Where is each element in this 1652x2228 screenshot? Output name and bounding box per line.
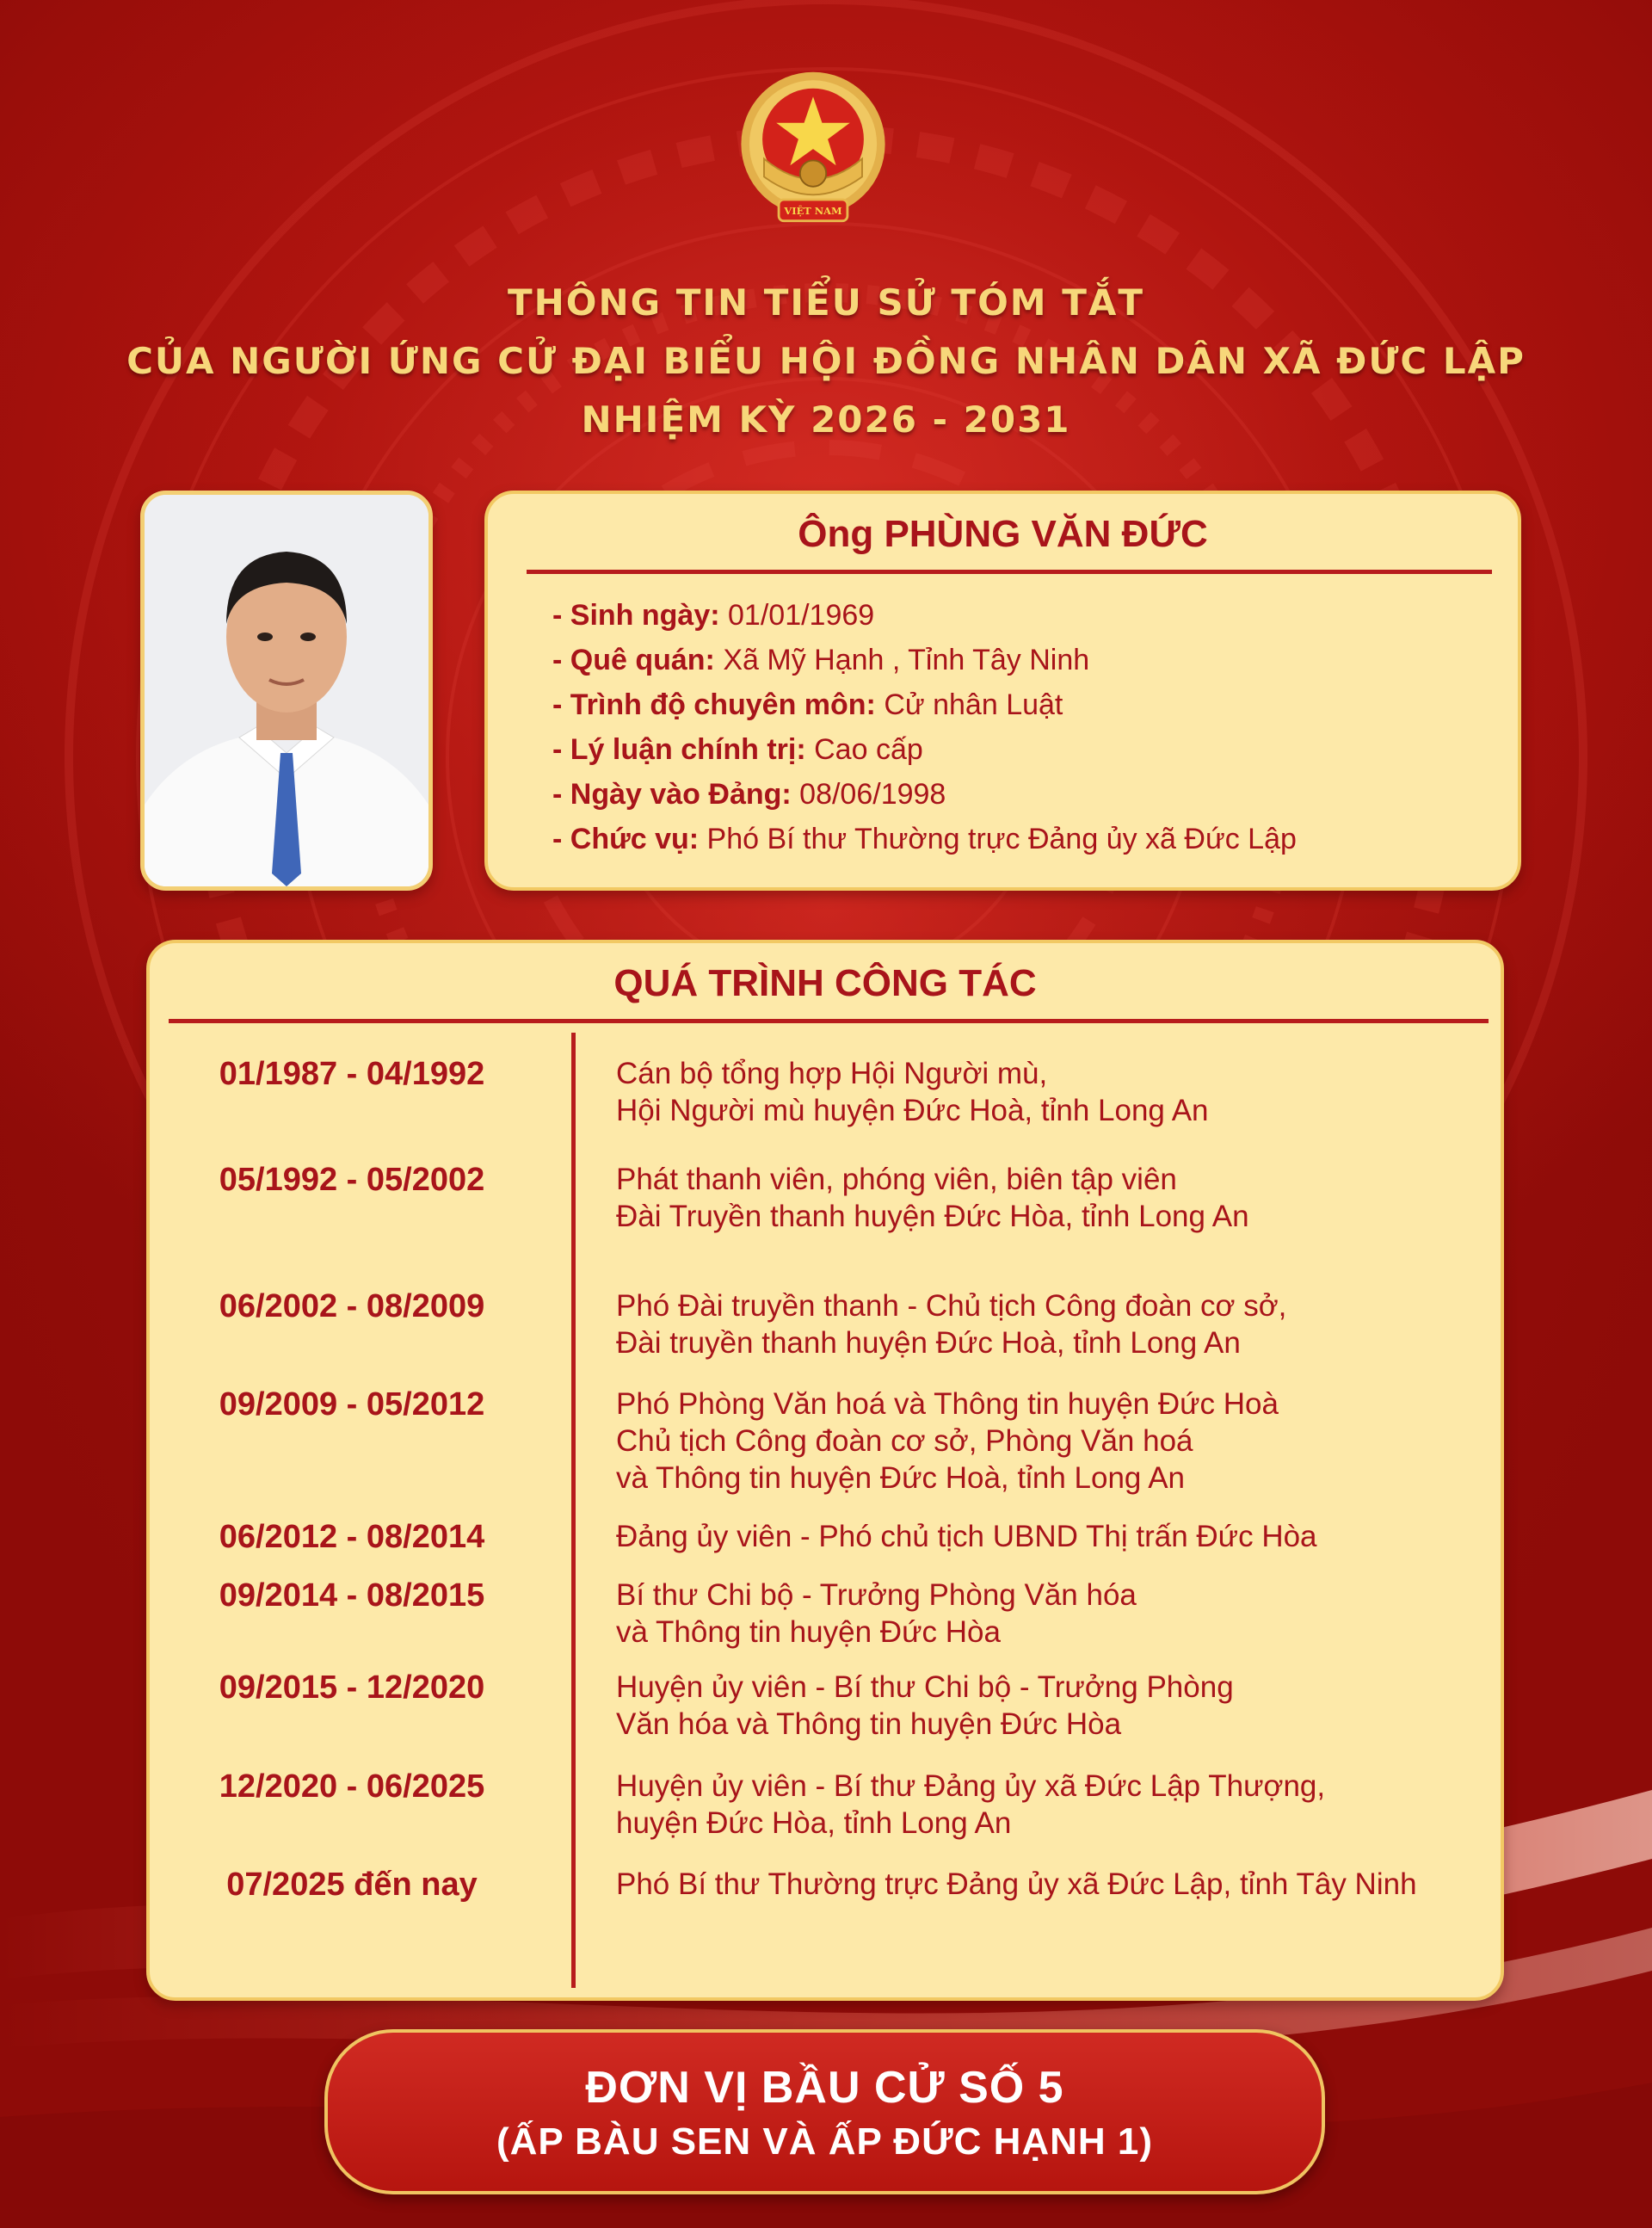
portrait-image <box>145 495 428 886</box>
detail-party-join-date <box>552 772 1518 817</box>
entry-line: Đài truyền thanh huyện Đức Hoà, tỉnh Long An <box>616 1326 1241 1360</box>
entry-line: Phó Phòng Văn hoá và Thông tin huyện Đức Hoà <box>616 1387 1279 1421</box>
entry-line: Bí thư Chi bộ - Trưởng Phòng Văn hóa <box>616 1578 1137 1612</box>
candidate-details <box>552 593 1518 861</box>
emblem-text: VIỆT NAM <box>784 205 842 218</box>
detail-value: 08/06/1998 <box>799 778 946 811</box>
work-history-heading: QUÁ TRÌNH CÔNG TÁC <box>613 962 1037 1004</box>
entry-description <box>616 1518 1317 1555</box>
entry-line: Đảng ủy viên - Phó chủ tịch UBND Thị trấn Đức Hòa <box>616 1520 1317 1553</box>
electoral-unit-subtitle: (ẤP BÀU SEN VÀ ẤP ĐỨC HẠNH 1) <box>496 2120 1154 2163</box>
detail-label: - Lý luận chính trị: <box>552 733 806 766</box>
column-divider <box>571 1033 576 1988</box>
entry-line: Phát thanh viên, phóng viên, biên tập viên <box>616 1163 1177 1196</box>
entry-line: Huyện ủy viên - Bí thư Chi bộ - Trưởng Phòng <box>616 1670 1234 1704</box>
candidate-portrait <box>140 491 433 891</box>
detail-value: Phó Bí thư Thường trực Đảng ủy xã Đức Lập <box>706 823 1297 855</box>
work-history-card <box>146 940 1504 2001</box>
entry-period: 05/1992 - 05/2002 <box>219 1162 485 1198</box>
title-line-3: NHIỆM KỲ 2026 - 2031 <box>581 398 1071 441</box>
entry-description <box>616 1386 1279 1497</box>
entry-period: 09/2009 - 05/2012 <box>219 1386 485 1423</box>
detail-value: Cử nhân Luật <box>884 688 1063 721</box>
entry-period: 12/2020 - 06/2025 <box>219 1768 485 1805</box>
entry-period: 07/2025 đến nay <box>226 1867 478 1903</box>
entry-period: 06/2002 - 08/2009 <box>219 1288 485 1324</box>
entry-description <box>616 1669 1234 1743</box>
entry-line: Văn hóa và Thông tin huyện Đức Hòa <box>616 1707 1122 1741</box>
detail-label: - Quê quán: <box>552 644 715 676</box>
entry-description <box>616 1577 1137 1651</box>
entry-description <box>616 1287 1286 1361</box>
detail-political-theory <box>552 727 1518 772</box>
entry-line: Phó Đài truyền thanh - Chủ tịch Công đoàn cơ sở, <box>616 1289 1287 1323</box>
entry-period: 06/2012 - 08/2014 <box>219 1519 485 1555</box>
entry-line: huyện Đức Hòa, tỉnh Long An <box>616 1806 1012 1840</box>
title-line-1: THÔNG TIN TIỂU SỬ TÓM TẮT <box>507 281 1145 324</box>
detail-position <box>552 817 1518 861</box>
entry-line: Hội Người mù huyện Đức Hoà, tỉnh Long An <box>616 1094 1209 1127</box>
entry-period: 09/2014 - 08/2015 <box>219 1577 485 1614</box>
entry-period: 01/1987 - 04/1992 <box>219 1056 485 1092</box>
heading-divider <box>527 570 1492 574</box>
detail-value: Xã Mỹ Hạnh , Tỉnh Tây Ninh <box>723 644 1090 676</box>
entry-description <box>616 1768 1325 1842</box>
entry-description <box>616 1161 1249 1235</box>
heading-divider <box>169 1019 1489 1023</box>
detail-label: - Chức vụ: <box>552 823 700 855</box>
national-emblem-icon <box>731 69 895 232</box>
candidate-info-card <box>484 491 1521 891</box>
detail-label: - Ngày vào Đảng: <box>552 778 792 811</box>
entry-line: Đài Truyền thanh huyện Đức Hòa, tỉnh Long An <box>616 1200 1249 1233</box>
entry-description <box>616 1866 1417 1903</box>
electoral-unit-title: ĐƠN VỊ BẦU CỬ SỐ 5 <box>585 2063 1064 2113</box>
detail-label: - Sinh ngày: <box>552 599 720 632</box>
detail-birthdate <box>552 593 1518 638</box>
candidate-name: Ông PHÙNG VĂN ĐỨC <box>798 513 1208 555</box>
entry-line: Phó Bí thư Thường trực Đảng ủy xã Đức Lập, tỉnh Tây Ninh <box>616 1867 1417 1901</box>
entry-line: và Thông tin huyện Đức Hoà, tỉnh Long An <box>616 1461 1186 1495</box>
detail-label: - Trình độ chuyên môn: <box>552 688 876 721</box>
entry-line: và Thông tin huyện Đức Hòa <box>616 1615 1001 1649</box>
entry-line: Chủ tịch Công đoàn cơ sở, Phòng Văn hoá <box>616 1424 1193 1458</box>
detail-education <box>552 682 1518 727</box>
document-title <box>0 274 1652 449</box>
title-line-2: CỦA NGƯỜI ỨNG CỬ ĐẠI BIỂU HỘI ĐỒNG NHÂN DÂN XÃ ĐỨC LẬP <box>126 340 1526 382</box>
detail-value: 01/01/1969 <box>728 599 875 632</box>
detail-hometown <box>552 638 1518 682</box>
entry-line: Huyện ủy viên - Bí thư Đảng ủy xã Đức Lập Thượng, <box>616 1769 1326 1803</box>
entry-period: 09/2015 - 12/2020 <box>219 1669 485 1706</box>
detail-value: Cao cấp <box>814 733 923 766</box>
electoral-unit-banner <box>324 2029 1325 2194</box>
entry-line: Cán bộ tổng hợp Hội Người mù, <box>616 1057 1048 1090</box>
entry-description <box>616 1055 1209 1129</box>
